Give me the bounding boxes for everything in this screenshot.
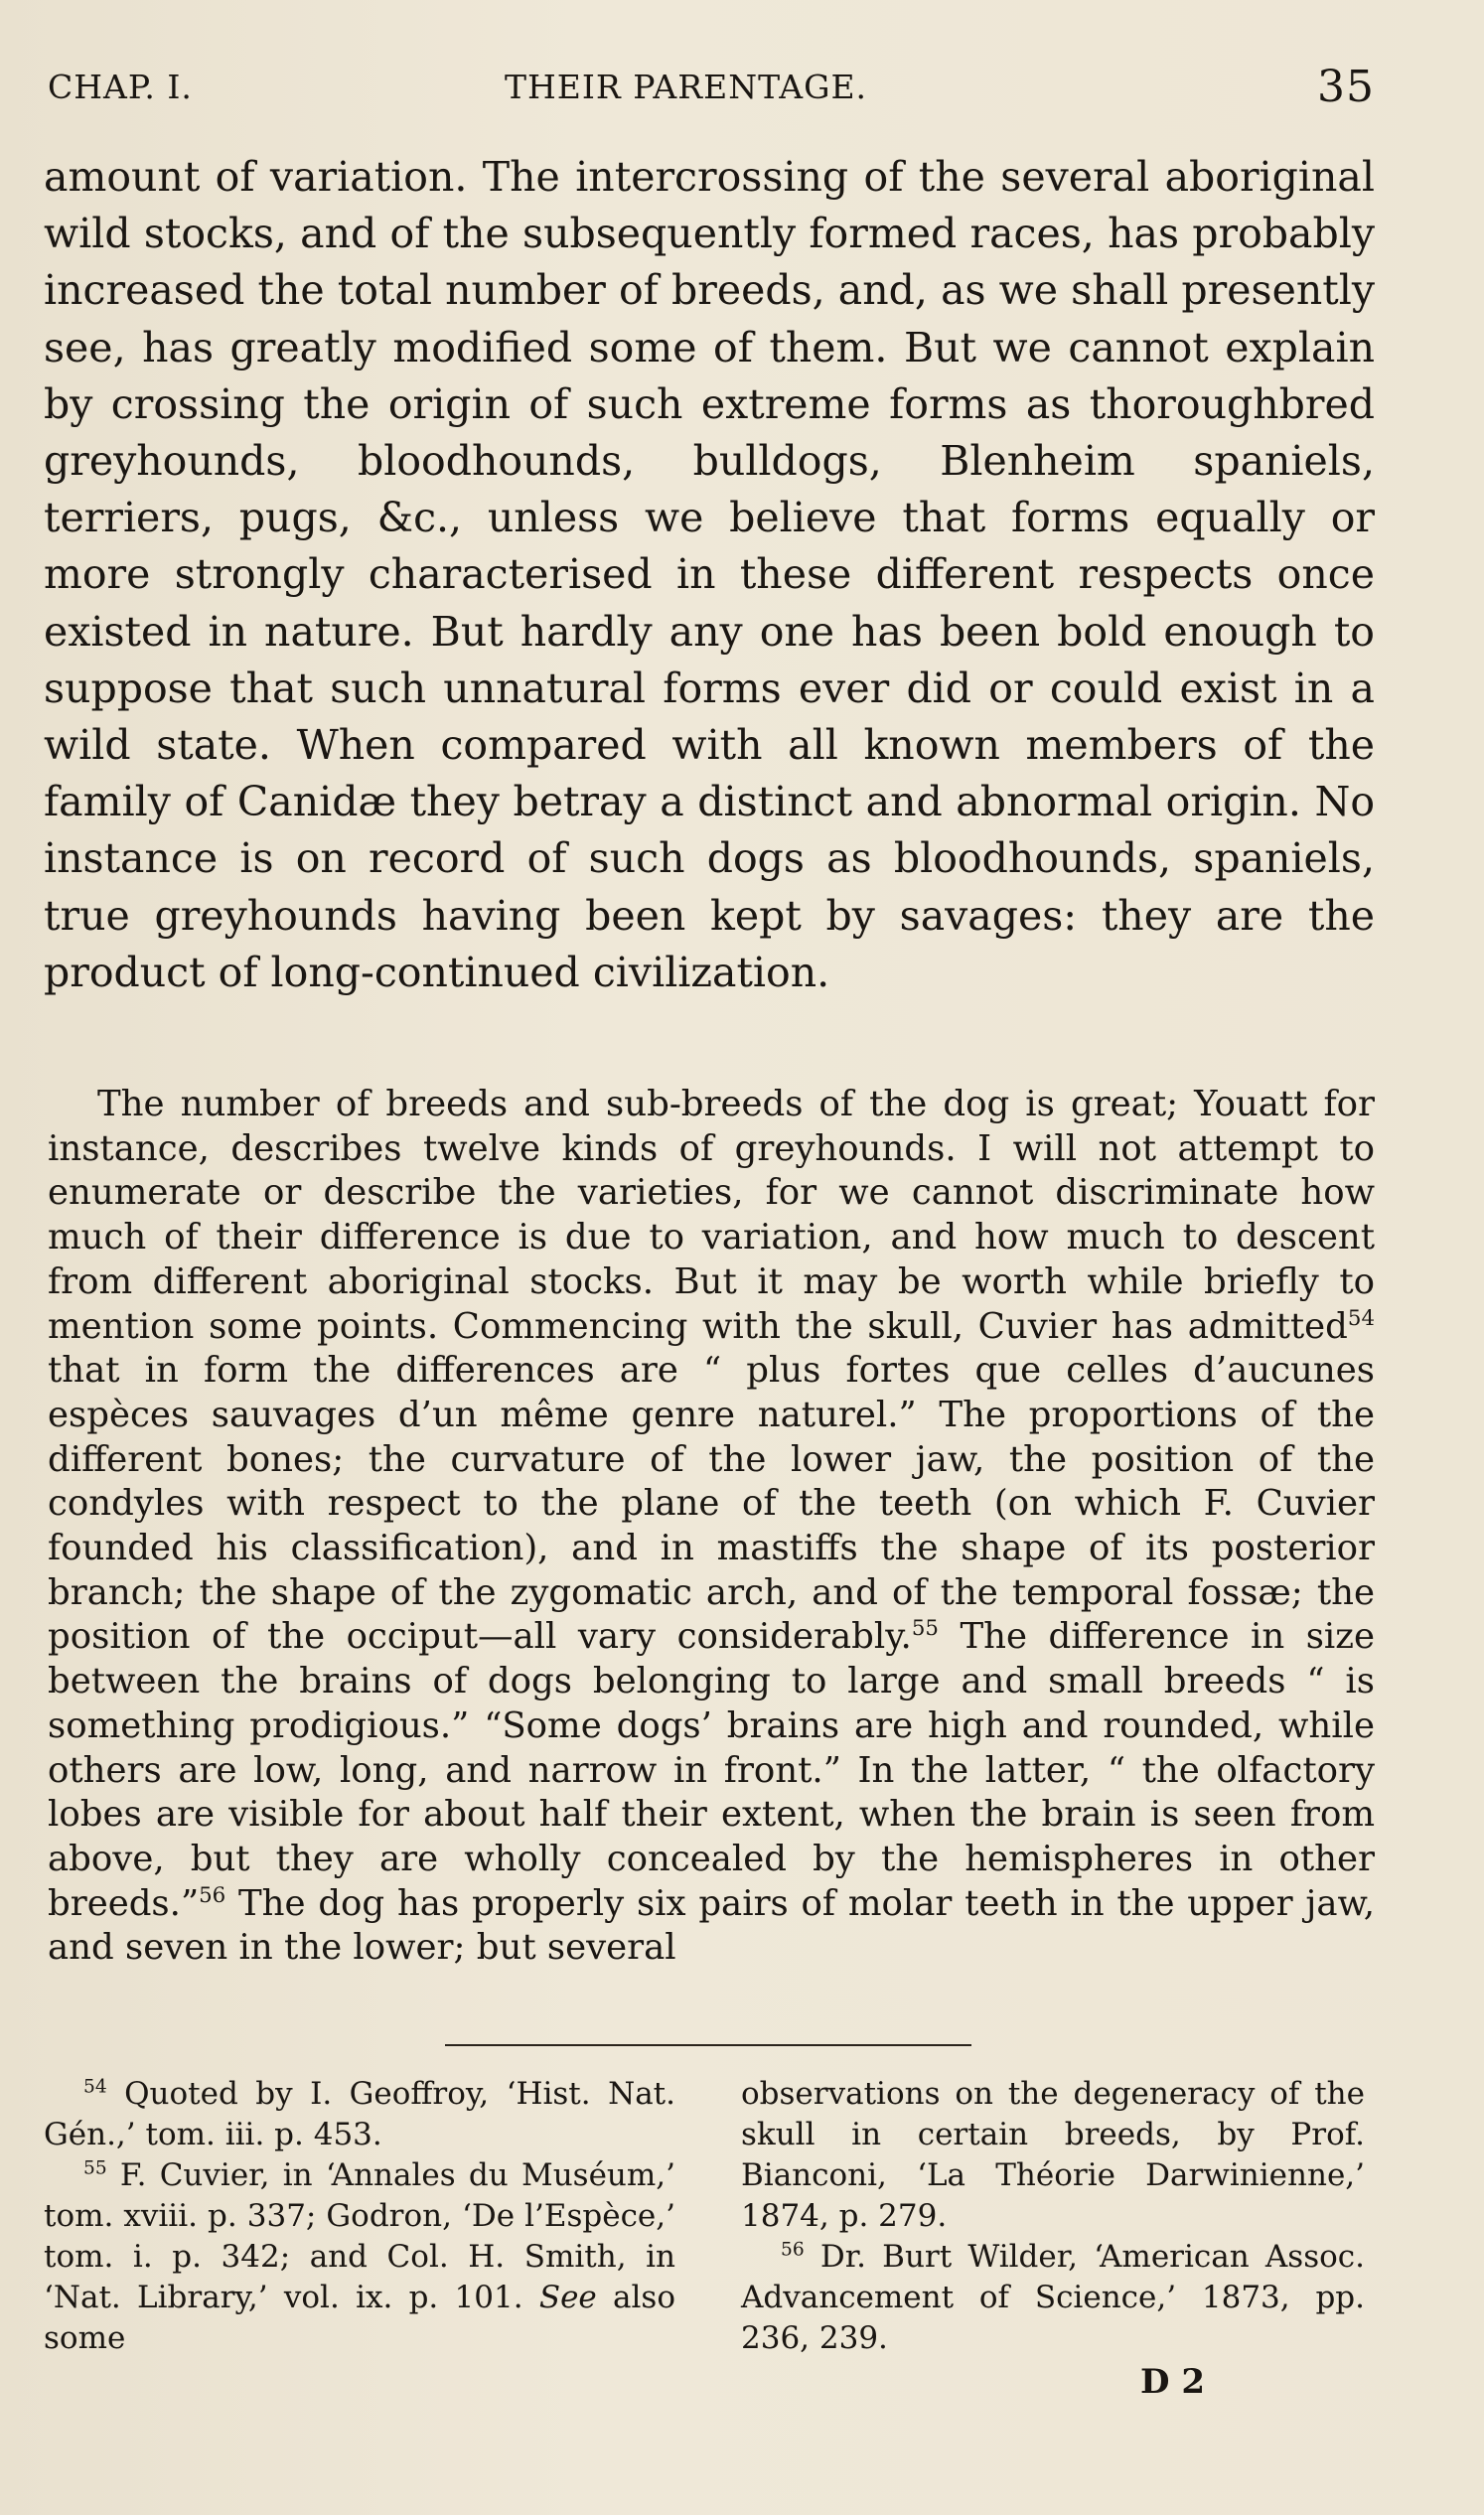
footnote-55-continued: observations on the degeneracy of the skull in certain breeds, by Prof. Bianconi, ‘La Théorie Darwinienne,’ 1874, p. 279. xyxy=(741,2076,1365,2234)
footnote-54-text: Quoted by I. Geoffroy, ‘Hist. Nat. Gén.,’ tom. iii. p. 453. xyxy=(44,2076,675,2152)
chapter-label: CHAP. I. xyxy=(48,68,193,106)
running-title: THEIR PARENTAGE. xyxy=(505,68,868,106)
footnote-54 xyxy=(44,2074,675,2155)
footnotes-right-column xyxy=(741,2074,1365,2359)
footnote-55-text: F. Cuvier, in ‘Annales du Muséum,’ tom. xviii. p. 337; Godron, ‘De l’Espèce,’ tom. i. p. 342; and Col. H. Smith, in ‘Nat. Library,’ vol. ix. p. 101. xyxy=(44,2157,675,2315)
footnote-ref-56: 56 xyxy=(199,1882,226,1908)
paragraph-2-part-4: The dog has properly six pairs of molar teeth in the upper jaw, and seven in the lower; but several xyxy=(48,1882,1375,1969)
running-header xyxy=(48,62,1375,121)
footnote-54-number: 54 xyxy=(83,2076,107,2098)
paragraph-2-part-1: The number of breeds and sub-breeds of the dog is great; Youatt for instance, describes twelve kinds of greyhounds. I will not attempt to enumerate or describe the varieties, for we cannot discriminate how much of their difference is due to variation, and how much to descent from different aboriginal stocks. But it may be worth while briefly to mention some points. Commencing with the skull, Cuvier has admitted xyxy=(48,1084,1375,1347)
footnote-ref-54: 54 xyxy=(1347,1305,1375,1331)
paragraph-2 xyxy=(48,1083,1375,1971)
footnote-55 xyxy=(44,2155,675,2359)
footnote-56 xyxy=(741,2237,1365,2359)
paragraph-2-part-2: that in form the differences are “ plus fortes que celles d’aucunes espèces sauvages d’un même genre naturel.” The proportions of the different bones; the curvature of the lower jaw, the position of the condyles with respect to the plane of the teeth (on which F. Cuvier founded his classification), and in mastiffs the shape of its posterior branch; the shape of the zygomatic arch, and of the temporal fossæ; the position of the occiput—all vary considerably. xyxy=(48,1350,1375,1658)
paragraph-1: amount of variation. The intercrossing of the several aboriginal wild stocks, and of the subsequently formed races, has probably increased the total number of breeds, and, as we shall presently see, has greatly modified some of them. But we cannot explain by crossing the origin of such extreme forms as thoroughbred greyhounds, bloodhounds, bulldogs, Blenheim spaniels, terriers, pugs, &c., unless we believe that forms equally or more strongly characterised in these different respects once existed in nature. But hardly any one has been bold enough to suppose that such unnatural forms ever did or could exist in a wild state. When compared with all known members of the family of Canidæ they betray a distinct and abnormal origin. No instance is on record of such dogs as bloodhounds, spaniels, true greyhounds having been kept by savages: they are the product of long-continued civilization. xyxy=(44,153,1375,996)
signature-mark: D 2 xyxy=(1140,2362,1205,2402)
footnote-55-see: See xyxy=(538,2280,597,2315)
footnotes-left-column xyxy=(44,2074,675,2359)
paragraph-2-part-3: The difference in size between the brains of dogs belonging to large and small breeds “ is something prodigious.” “Some dogs’ brains are high and rounded, while others are low, long, and narrow in front.” In the latter, “ the olfactory lobes are visible for about half their extent, when the brain is seen from above, but they are wholly concealed by the hemispheres in other breeds.” xyxy=(48,1616,1375,1924)
footnote-rule xyxy=(445,2044,971,2046)
small-text xyxy=(48,1083,1375,1971)
page-number: 35 xyxy=(1317,62,1375,112)
footnote-56-number: 56 xyxy=(781,2239,805,2261)
footnote-55-tail: also some xyxy=(44,2280,675,2356)
footnote-ref-55: 55 xyxy=(911,1616,939,1642)
footnote-56-text: Dr. Burt Wilder, ‘American Assoc. Advancement of Science,’ 1873, pp. 236, 239. xyxy=(741,2239,1365,2356)
footnote-55-number: 55 xyxy=(83,2157,107,2179)
main-text xyxy=(44,149,1375,1001)
